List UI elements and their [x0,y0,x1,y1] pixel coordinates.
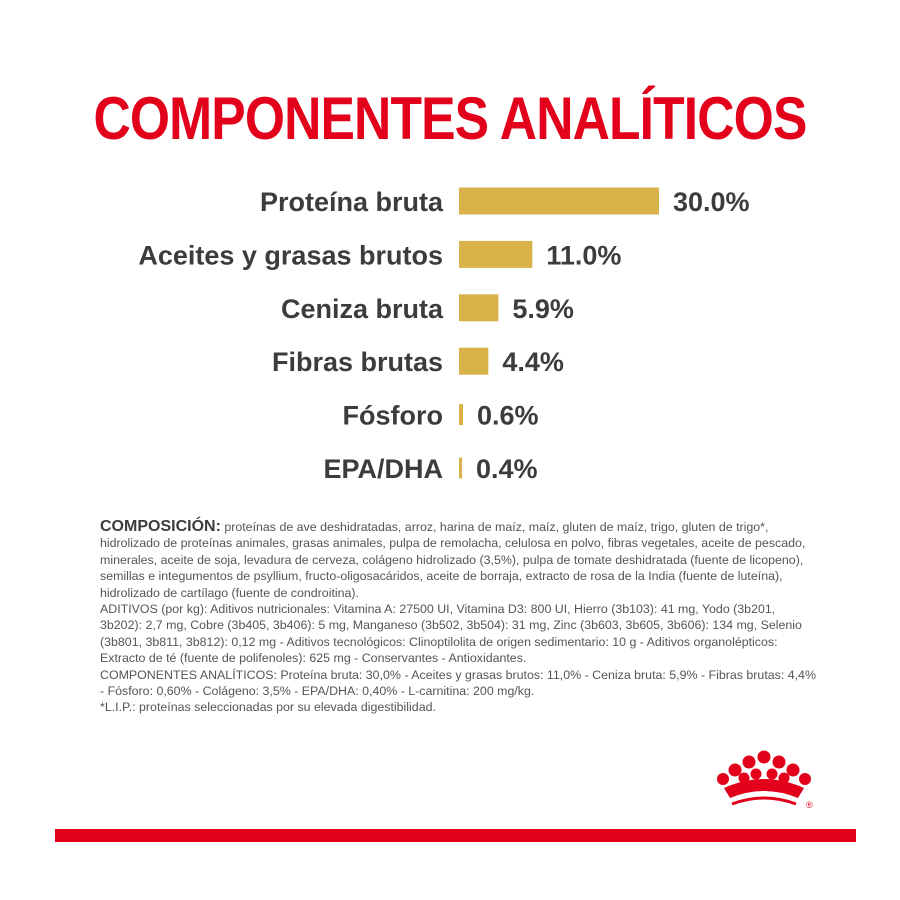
category-label: Fósforo [342,400,443,431]
category-label: Proteína bruta [259,187,443,217]
category-label: EPA/DHA [323,454,443,484]
crown-logo [712,748,816,812]
category-label: Ceniza bruta [280,293,443,324]
bar [459,404,463,425]
value-label: 5.9% [512,293,574,324]
composition-paragraph [100,519,820,601]
category-label: Fibras brutas [271,347,443,378]
nutrition-bar-chart [0,170,900,500]
value-label: 11.0% [546,240,622,271]
footnote: *L.I.P.: proteínas seleccionadas por su elevada digestibilidad. [100,700,436,715]
value-label: 0.6% [477,400,539,431]
composition-block [100,519,820,716]
value-label: 30.0% [673,187,750,217]
bottom-rule [55,829,856,842]
bar [459,348,488,375]
category-label: Aceites y grasas brutos [138,240,443,271]
page-title: COMPONENTES ANALÍTICOS [93,85,807,152]
composition-heading: COMPOSICIÓN: [100,518,221,535]
value-label: 0.4% [476,454,538,484]
composition-intro: proteínas de ave deshidratadas, arroz, harina de maíz, maíz, gluten de maíz, trigo, gluten de trigo*, hidrolizado de proteínas animales, grasas animales, pulpa de remolacha, celulosa en polvo, fibras vegetales, aceite de pescado, minerales, aceite de soja, levadura de cerveza, colágeno hidrolizado (3,5%), pulpa de tomate deshidratada (fuente de licopeno), semillas e integumentos de psyllium, fructo-oligosacáridos, aceite de borraja, extracto de rosa de la India (fuente de luteína), hidrolizado de cartílago (fuente de condroitina). [100,520,806,600]
additives-paragraph: ADITIVOS (por kg): Aditivos nutricionales: Vitamina A: 27500 UI, Vitamina D3: 800 UI, Hierro (3b103): 41 mg, Yodo (3b201, 3b202): 2,7 mg, Cobre (3b405, 3b406): 5 mg, Manganeso (3b502, 3b504): 31 mg, Zinc (3b603, 3b605, 3b606): 134 mg, Selenio (3b801, 3b811, 3b812): 0,12 mg - Aditivos tecnológicos: Clinoptilolita de origen sedimentario: 10 g - Aditivos organolépticos: Extracto de té (fuente de polifenoles): 625 mg - Conservantes - Antioxidantes. [100,602,802,666]
bar [459,458,462,479]
bar [459,188,659,215]
value-label: 4.4% [502,347,564,378]
analytical-paragraph: COMPONENTES ANALÍTICOS: Proteína bruta: 30,0% - Aceites y grasas brutos: 11,0% - Ceniza bruta: 5,9% - Fibras brutas: 4,4% - Fósforo: 0,60% - Colágeno: 3,5% - EPA/DHA: 0,40% - L-carnitina: 200 mg/kg. [100,667,816,699]
bar [459,241,532,268]
bar [459,294,498,321]
registered-mark: ® [806,800,813,810]
